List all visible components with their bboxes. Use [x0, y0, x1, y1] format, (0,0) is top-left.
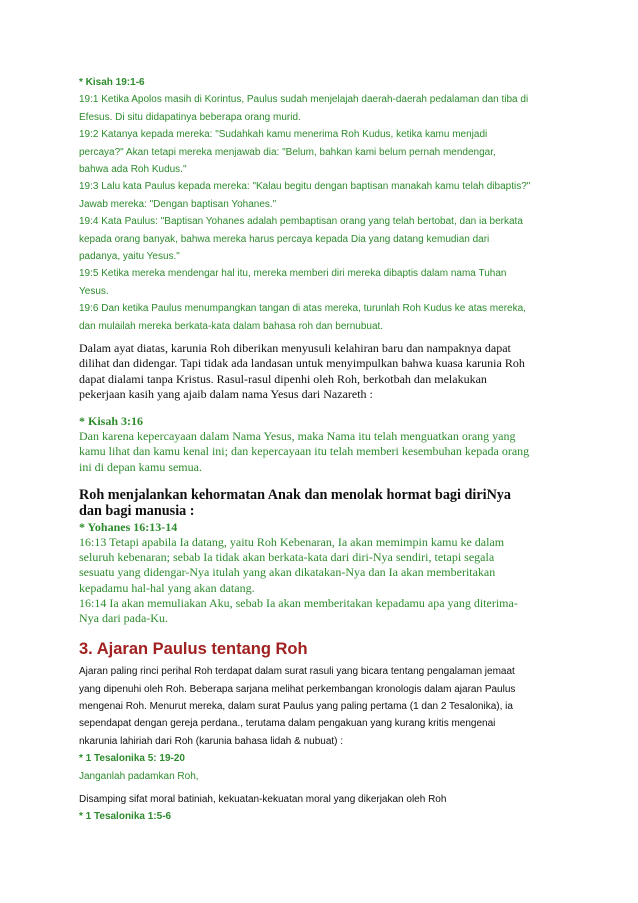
paragraph-line: mengenai Roh. Menurut mereka, dalam surat Paulus yang paling pertama (1 dan 2 Tesalonika), ia [79, 700, 513, 712]
paragraph-line: Disamping sifat moral batiniah, kekuatan-kekuatan moral yang dikerjakan oleh Roh [79, 793, 447, 805]
document-page [79, 74, 563, 826]
kisah-19-block [79, 74, 563, 335]
kisah-3-block [79, 414, 563, 475]
section-heading [79, 487, 563, 520]
section-title: 3. Ajaran Paulus tentang Roh [79, 640, 308, 659]
verse-line: 19:1 Ketika Apolos masih di Korintus, Paulus sudah menjelajah daerah-daerah pedalaman dan tiba di [79, 94, 529, 106]
yohanes-16-block [79, 520, 563, 626]
paragraph-line: pekerjaan kasih yang ajaib dalam nama Yesus dari Nazareth : [79, 386, 373, 401]
paragraph-line: Dalam ayat diatas, karunia Roh diberikan menyusuli kelahiran baru dan nampaknya dapat [79, 341, 511, 356]
verse-line: kepadamu hal-hal yang akan datang. [79, 580, 255, 595]
verse-line: 19:4 Kata Paulus: "Baptisan Yohanes adalah pembaptisan orang yang telah bertobat, dan ia berkata [79, 216, 523, 228]
paragraph-line: Ajaran paling rinci perihal Roh terdapat dalam surat rasuli yang bicara tentang pengalaman jemaat [79, 666, 515, 678]
verse-line: padanya, yaitu Yesus." [79, 251, 180, 263]
verse-line: 16:13 Tetapi apabila Ia datang, yaitu Roh Kebenaran, Ia akan memimpin kamu ke dalam [79, 534, 505, 549]
verse-line: Efesus. Di situ didapatinya beberapa orang murid. [79, 111, 301, 123]
verse-reference: * Kisah 3:16 [79, 413, 144, 428]
paragraph-line: yang dipenuhi oleh Roh. Beberapa sarjana melihat perkembangan kronologis dalam ajaran Paulus [79, 683, 516, 695]
verse-line: Nya dari pada-Ku. [79, 610, 168, 625]
verse-line: 19:3 Lalu kata Paulus kepada mereka: "Kalau begitu dengan baptisan manakah kamu telah dibaptis?" [79, 181, 531, 193]
verse-line: Dan karena kepercayaan dalam Nama Yesus, maka Nama itu telah menguatkan orang yang [79, 429, 516, 444]
verse-line: 16:14 Ia akan memuliakan Aku, sebab Ia akan memberitakan kepadamu apa yang diterima- [79, 595, 518, 610]
verse-line: kepada orang banyak, bahwa mereka harus percaya kepada Dia yang datang kemudian dari [79, 233, 490, 245]
heading-line: dan bagi manusia : [79, 503, 195, 520]
verse-line: Janganlah padamkan Roh, [79, 770, 199, 782]
verse-reference: * 1 Tesalonika 5: 19-20 [79, 753, 185, 765]
verse-line: Jawab mereka: "Dengan baptisan Yohanes." [79, 198, 277, 210]
verse-line: sesuatu yang didengar-Nya itulah yang akan dikatakan-Nya dan Ia akan memberitakan [79, 565, 496, 580]
section-3-body [79, 663, 563, 750]
paragraph-line: dilihat dan didengar. Tapi tidak ada landasan untuk menyimpulkan bahwa kuasa karunia Roh [79, 356, 525, 371]
verse-reference: * Yohanes 16:13-14 [79, 519, 178, 534]
verse-line: Yesus. [79, 285, 109, 297]
verse-line: 19:2 Katanya kepada mereka: "Sudahkah kamu menerima Roh Kudus, ketika kamu menjadi [79, 129, 488, 141]
paragraph-line: dapat dialami tanpa Kristus. Rasul-rasul dipenhi oleh Roh, berkotbah dan melakukan [79, 371, 487, 386]
verse-line: kamu lihat dan kamu kenal ini; dan kepercayaan itu telah memberi kesembuhan kepada orang [79, 444, 530, 459]
verse-line: 19:6 Dan ketika Paulus menumpangkan tangan di atas mereka, turunlah Roh Kudus ke atas mereka, [79, 303, 526, 315]
verse-reference: * 1 Tesalonika 1:5-6 [79, 811, 172, 823]
verse-line: dan mulailah mereka berkata-kata dalam bahasa roh dan bernubuat. [79, 320, 384, 332]
verse-line: bahwa ada Roh Kudus." [79, 164, 187, 176]
paragraph-line: sependapat dengan gereja perdana., terutama dalam pengakuan yang kurang kritis mengenai [79, 718, 496, 730]
heading-line: Roh menjalankan kehormatan Anak dan menolak hormat bagi diriNya [79, 486, 511, 503]
verse-line: percaya?" Akan tetapi mereka menjawab dia: "Belum, bahkan kami belum pernah mendengar, [79, 146, 496, 158]
commentary-paragraph [79, 341, 563, 402]
paragraph-line: nkarunia lahiriah dari Roh (karunia bahasa lidah & nubuat) : [79, 735, 344, 747]
verse-line: ini di depan kamu semua. [79, 459, 202, 474]
verse-line: 19:5 Ketika mereka mendengar hal itu, mereka memberi diri mereka dibaptis dalam nama Tuhan [79, 268, 507, 280]
verse-reference: * Kisah 19:1-6 [79, 77, 145, 88]
verse-line: seluruh kebenaran; sebab Ia tidak akan berkata-kata dari diri-Nya sendiri, tetapi segala [79, 550, 495, 565]
